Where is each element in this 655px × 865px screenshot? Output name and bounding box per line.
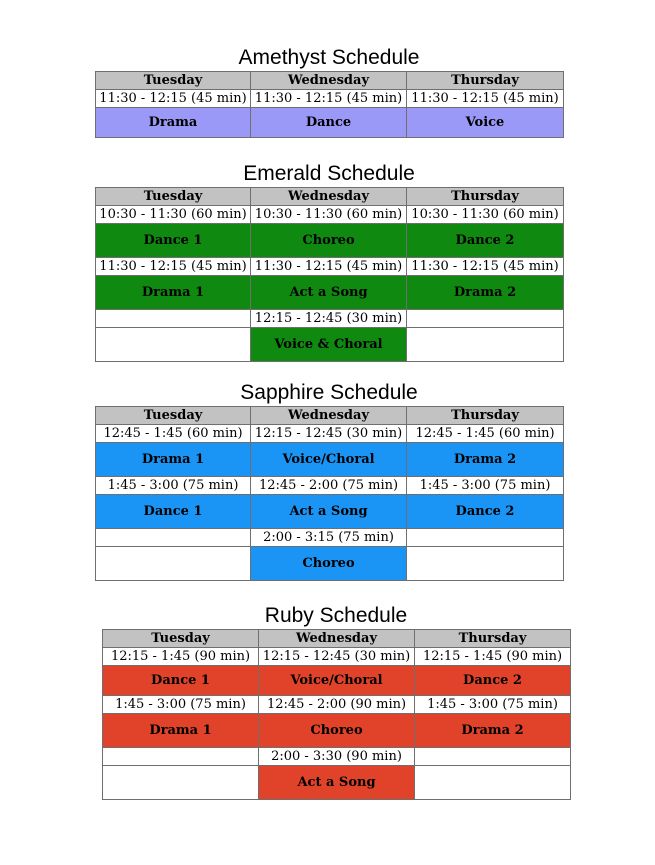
class-cell: Voice/Choral bbox=[251, 443, 407, 477]
empty-cell bbox=[407, 529, 564, 547]
class-cell: Dance 1 bbox=[96, 495, 251, 529]
time-cell: 12:45 - 2:00 (90 min) bbox=[259, 696, 415, 714]
class-cell: Drama 2 bbox=[415, 714, 571, 748]
time-cell: 10:30 - 11:30 (60 min) bbox=[251, 206, 407, 224]
time-cell: 12:45 - 2:00 (75 min) bbox=[251, 477, 407, 495]
class-cell: Drama 1 bbox=[96, 276, 251, 310]
day-header: Wednesday bbox=[259, 630, 415, 648]
time-cell: 10:30 - 11:30 (60 min) bbox=[407, 206, 564, 224]
class-cell: Dance 1 bbox=[96, 224, 251, 258]
day-header: Wednesday bbox=[251, 72, 407, 90]
class-cell: Choreo bbox=[259, 714, 415, 748]
day-header: Wednesday bbox=[251, 407, 407, 425]
class-cell: Act a Song bbox=[251, 276, 407, 310]
time-cell: 12:15 - 12:45 (30 min) bbox=[259, 648, 415, 666]
empty-cell bbox=[103, 748, 259, 766]
class-cell: Choreo bbox=[251, 224, 407, 258]
class-cell: Voice bbox=[407, 108, 564, 138]
empty-cell bbox=[407, 310, 564, 328]
class-cell: Act a Song bbox=[251, 495, 407, 529]
class-cell: Drama bbox=[96, 108, 251, 138]
amethyst-title: Amethyst Schedule bbox=[238, 46, 420, 69]
time-cell: 12:45 - 1:45 (60 min) bbox=[407, 425, 564, 443]
empty-cell bbox=[96, 328, 251, 362]
class-cell: Dance 1 bbox=[103, 666, 259, 696]
class-cell: Drama 2 bbox=[407, 443, 564, 477]
time-cell: 12:15 - 1:45 (90 min) bbox=[103, 648, 259, 666]
day-header: Tuesday bbox=[96, 188, 251, 206]
emerald-title: Emerald Schedule bbox=[243, 162, 415, 185]
sapphire-title: Sapphire Schedule bbox=[240, 381, 418, 404]
time-cell: 11:30 - 12:15 (45 min) bbox=[251, 258, 407, 276]
empty-cell bbox=[103, 766, 259, 800]
ruby-title: Ruby Schedule bbox=[264, 604, 408, 627]
time-cell: 1:45 - 3:00 (75 min) bbox=[103, 696, 259, 714]
class-cell: Drama 2 bbox=[407, 276, 564, 310]
time-cell: 1:45 - 3:00 (75 min) bbox=[96, 477, 251, 495]
class-cell: Voice/Choral bbox=[259, 666, 415, 696]
time-cell: 2:00 - 3:30 (90 min) bbox=[259, 748, 415, 766]
class-cell: Dance 2 bbox=[415, 666, 571, 696]
time-cell: 10:30 - 11:30 (60 min) bbox=[96, 206, 251, 224]
time-cell: 12:15 - 12:45 (30 min) bbox=[251, 425, 407, 443]
class-cell: Drama 1 bbox=[103, 714, 259, 748]
day-header: Tuesday bbox=[96, 407, 251, 425]
class-cell: Act a Song bbox=[259, 766, 415, 800]
time-cell: 11:30 - 12:15 (45 min) bbox=[407, 258, 564, 276]
empty-cell bbox=[96, 529, 251, 547]
class-cell: Dance 2 bbox=[407, 224, 564, 258]
day-header: Tuesday bbox=[103, 630, 259, 648]
day-header: Thursday bbox=[407, 407, 564, 425]
time-cell: 12:15 - 1:45 (90 min) bbox=[415, 648, 571, 666]
time-cell: 12:15 - 12:45 (30 min) bbox=[251, 310, 407, 328]
emerald-table bbox=[95, 187, 564, 362]
time-cell: 12:45 - 1:45 (60 min) bbox=[96, 425, 251, 443]
class-cell: Choreo bbox=[251, 547, 407, 581]
time-cell: 1:45 - 3:00 (75 min) bbox=[407, 477, 564, 495]
empty-cell bbox=[407, 328, 564, 362]
day-header: Tuesday bbox=[96, 72, 251, 90]
empty-cell bbox=[96, 310, 251, 328]
time-cell: 2:00 - 3:15 (75 min) bbox=[251, 529, 407, 547]
empty-cell bbox=[415, 748, 571, 766]
time-cell: 11:30 - 12:15 (45 min) bbox=[251, 90, 407, 108]
class-cell: Drama 1 bbox=[96, 443, 251, 477]
empty-cell bbox=[407, 547, 564, 581]
day-header: Thursday bbox=[407, 72, 564, 90]
time-cell: 11:30 - 12:15 (45 min) bbox=[407, 90, 564, 108]
class-cell: Voice & Choral bbox=[251, 328, 407, 362]
day-header: Thursday bbox=[415, 630, 571, 648]
ruby-table bbox=[102, 629, 571, 800]
sapphire-table bbox=[95, 406, 564, 581]
empty-cell bbox=[96, 547, 251, 581]
time-cell: 11:30 - 12:15 (45 min) bbox=[96, 258, 251, 276]
time-cell: 11:30 - 12:15 (45 min) bbox=[96, 90, 251, 108]
class-cell: Dance bbox=[251, 108, 407, 138]
class-cell: Dance 2 bbox=[407, 495, 564, 529]
empty-cell bbox=[415, 766, 571, 800]
amethyst-table bbox=[95, 71, 564, 138]
day-header: Wednesday bbox=[251, 188, 407, 206]
day-header: Thursday bbox=[407, 188, 564, 206]
time-cell: 1:45 - 3:00 (75 min) bbox=[415, 696, 571, 714]
